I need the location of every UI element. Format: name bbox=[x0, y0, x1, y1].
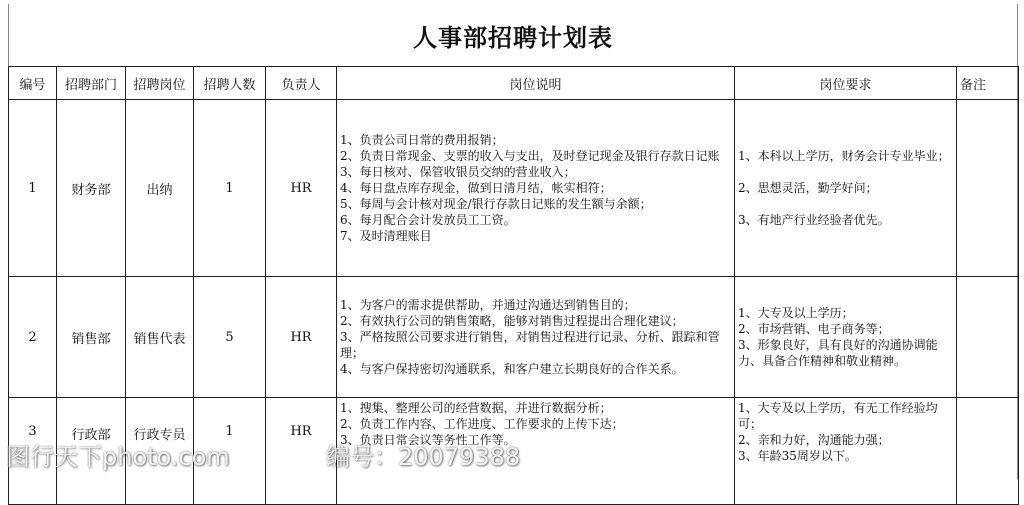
description-line: 2、负责工作内容、工作进度、工作要求的上传下达； bbox=[340, 417, 624, 431]
watermark-id-text: 编号：20079388 bbox=[326, 443, 521, 471]
cell-position: 行政专员 bbox=[126, 398, 194, 505]
description-line: 1、为客户的需求提供帮助，并通过沟通达到销售目的； bbox=[340, 298, 636, 312]
description-line: 3、严格按照公司要求进行销售，对销售过程进行记录、分析、跟踪和管理； bbox=[340, 330, 720, 360]
requirement-line: 2、市场营销、电子商务等； bbox=[738, 322, 890, 336]
cell-requirements bbox=[735, 277, 957, 398]
description-line: 7、及时清理账目 bbox=[340, 229, 432, 243]
page-title: 人事部招聘计划表 bbox=[413, 23, 613, 52]
requirement-spacer bbox=[738, 164, 953, 180]
table-header-row bbox=[9, 67, 1019, 100]
requirement-line: 1、大专及以上学历，有无工作经验均可； bbox=[738, 401, 938, 431]
cell-id: 2 bbox=[9, 277, 57, 398]
cell-description bbox=[337, 100, 735, 277]
header-cell-dept: 招聘部门 bbox=[57, 67, 126, 100]
requirement-line: 2、思想灵活，勤学好问； bbox=[738, 181, 878, 195]
requirement-line: 1、本科以上学历，财务会计专业毕业； bbox=[738, 149, 950, 163]
requirement-line: 3、有地产行业经验者优先。 bbox=[738, 213, 890, 227]
cell-position: 销售代表 bbox=[126, 277, 194, 398]
description-line: 6、每月配合会计发放员工工资。 bbox=[340, 213, 516, 227]
cell-id: 1 bbox=[9, 100, 57, 277]
header-cell-requirements: 岗位要求 bbox=[735, 67, 957, 100]
header-cell-position: 招聘岗位 bbox=[126, 67, 194, 100]
watermark-site-text: 图行天下photo.com bbox=[6, 443, 230, 471]
header-cell-count: 招聘人数 bbox=[194, 67, 266, 100]
requirement-line: 2、亲和力好，沟通能力强； bbox=[738, 433, 890, 447]
requirement-spacer bbox=[738, 196, 953, 212]
header-cell-owner: 负责人 bbox=[266, 67, 337, 100]
cell-position: 出纳 bbox=[126, 100, 194, 277]
header-cell-id: 编号 bbox=[9, 67, 57, 100]
description-line: 4、与客户保持密切沟通联系，和客户建立长期良好的合作关系。 bbox=[340, 362, 684, 376]
header-cell-description: 岗位说明 bbox=[337, 67, 735, 100]
cell-count: 1 bbox=[194, 398, 266, 505]
cell-owner: HR bbox=[266, 277, 337, 398]
requirement-line: 3、年龄35周岁以下。 bbox=[738, 449, 857, 463]
requirement-line: 1、大专及以上学历； bbox=[738, 306, 854, 320]
cell-notes bbox=[957, 277, 1019, 398]
cell-count: 1 bbox=[194, 100, 266, 277]
cell-owner: HR bbox=[266, 100, 337, 277]
cell-notes bbox=[957, 398, 1019, 505]
cell-requirements bbox=[735, 100, 957, 277]
description-line: 2、负责日常现金、支票的收入与支出，及时登记现金及银行存款日记账 bbox=[340, 149, 720, 163]
cell-dept: 行政部 bbox=[57, 398, 126, 505]
cell-owner: HR bbox=[266, 398, 337, 505]
cell-description bbox=[337, 277, 735, 398]
description-line: 5、每周与会计核对现金/银行存款日记账的发生额与余额； bbox=[340, 197, 652, 211]
requirement-line: 3、形象良好，具有良好的沟通协调能力、具备合作精神和敬业精神。 bbox=[738, 338, 938, 368]
description-line: 4、每日盘点库存现金，做到日清月结，帐实相符； bbox=[340, 181, 612, 195]
cell-notes bbox=[957, 100, 1019, 277]
cell-id: 3 bbox=[9, 398, 57, 505]
description-line: 1、负责公司日常的费用报销； bbox=[340, 133, 504, 147]
cell-requirements bbox=[735, 398, 957, 505]
cell-dept: 销售部 bbox=[57, 277, 126, 398]
description-line: 2、有效执行公司的销售策略，能够对销售过程提出合理化建议； bbox=[340, 314, 684, 328]
header-cell-notes: 备注 bbox=[957, 67, 1019, 100]
cell-dept: 财务部 bbox=[57, 100, 126, 277]
description-line: 3、每日核对、保管收银员交纳的营业收入； bbox=[340, 165, 576, 179]
description-line: 3、负责日常会议等务性工作等。 bbox=[340, 433, 516, 447]
table-row bbox=[9, 100, 1019, 277]
cell-count: 5 bbox=[194, 277, 266, 398]
table-row bbox=[9, 277, 1019, 398]
description-line: 1、搜集、整理公司的经营数据，并进行数据分析； bbox=[340, 401, 612, 415]
